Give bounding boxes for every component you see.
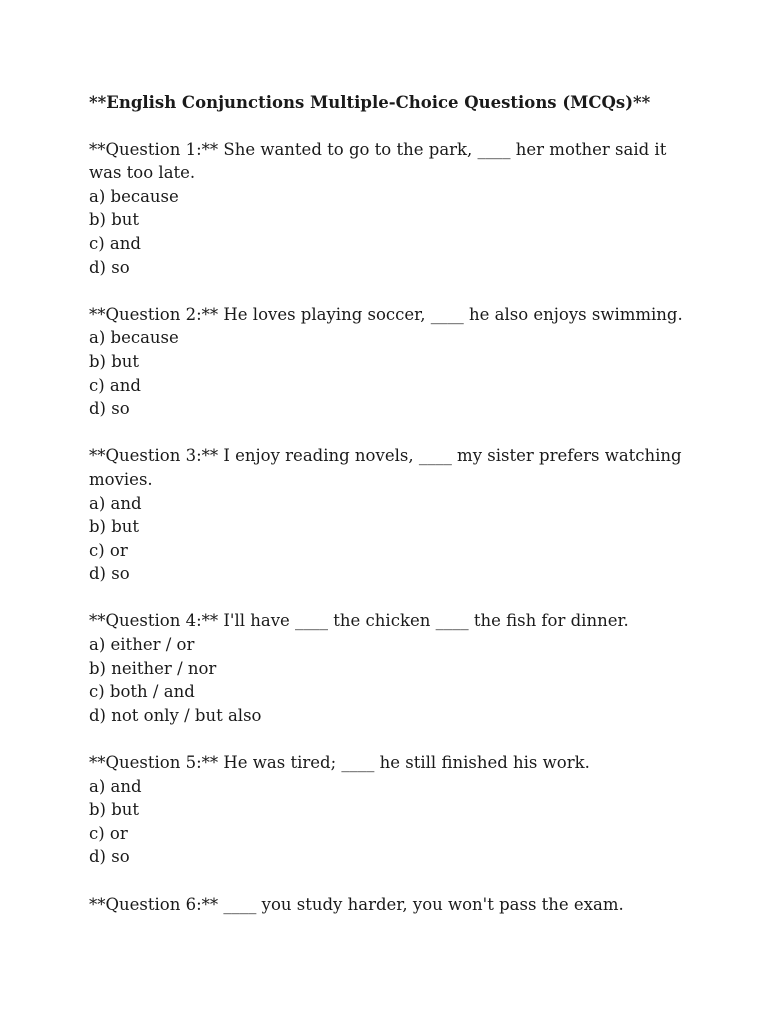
question-5-option-d: d) so <box>89 847 130 867</box>
question-4-option-c: c) both / and <box>89 682 195 702</box>
question-5 <box>89 751 689 869</box>
question-6-prompt: **Question 6:** ____ you study harder, you won't pass the exam. <box>89 894 624 914</box>
question-3-option-a: a) and <box>89 493 142 513</box>
question-3 <box>89 444 689 586</box>
question-4 <box>89 609 689 727</box>
question-4-option-a: a) either / or <box>89 635 195 655</box>
question-3-options <box>89 492 689 586</box>
question-5-option-a: a) and <box>89 776 142 796</box>
question-1-prompt: **Question 1:** She wanted to go to the park, ____ her mother said it was too late. <box>89 139 667 183</box>
question-1-option-d: d) so <box>89 257 130 277</box>
question-1-option-a: a) because <box>89 186 179 206</box>
question-3-prompt: **Question 3:** I enjoy reading novels, ____ my sister prefers watching movies. <box>89 446 682 489</box>
question-5-prompt: **Question 5:** He was tired; ____ he still finished his work. <box>89 753 590 773</box>
question-1-option-b: b) but <box>89 210 140 230</box>
question-1-option-c: c) and <box>89 233 141 253</box>
question-4-options <box>89 633 689 727</box>
question-5-option-c: c) or <box>89 823 128 843</box>
question-3-option-b: b) but <box>89 517 140 537</box>
document-page <box>89 91 689 940</box>
question-5-option-b: b) but <box>89 800 140 820</box>
question-2-option-c: c) and <box>89 375 141 395</box>
question-6 <box>89 893 689 917</box>
question-2-option-a: a) because <box>89 328 179 348</box>
question-4-prompt: **Question 4:** I'll have ____ the chicken ____ the fish for dinner. <box>89 611 629 631</box>
question-1 <box>89 138 689 280</box>
question-3-option-c: c) or <box>89 540 128 560</box>
question-2-options <box>89 326 689 420</box>
question-2-option-d: d) so <box>89 399 130 419</box>
question-2-prompt: **Question 2:** He loves playing soccer, ____ he also enjoys swimming. <box>89 304 683 324</box>
document-title: **English Conjunctions Multiple-Choice Questions (MCQs)** <box>89 93 651 112</box>
question-4-option-b: b) neither / nor <box>89 658 217 678</box>
question-2 <box>89 303 689 421</box>
question-4-option-d: d) not only / but also <box>89 705 262 725</box>
question-3-option-d: d) so <box>89 564 130 584</box>
question-5-options <box>89 775 689 869</box>
question-2-option-b: b) but <box>89 351 140 371</box>
question-1-options <box>89 185 689 279</box>
